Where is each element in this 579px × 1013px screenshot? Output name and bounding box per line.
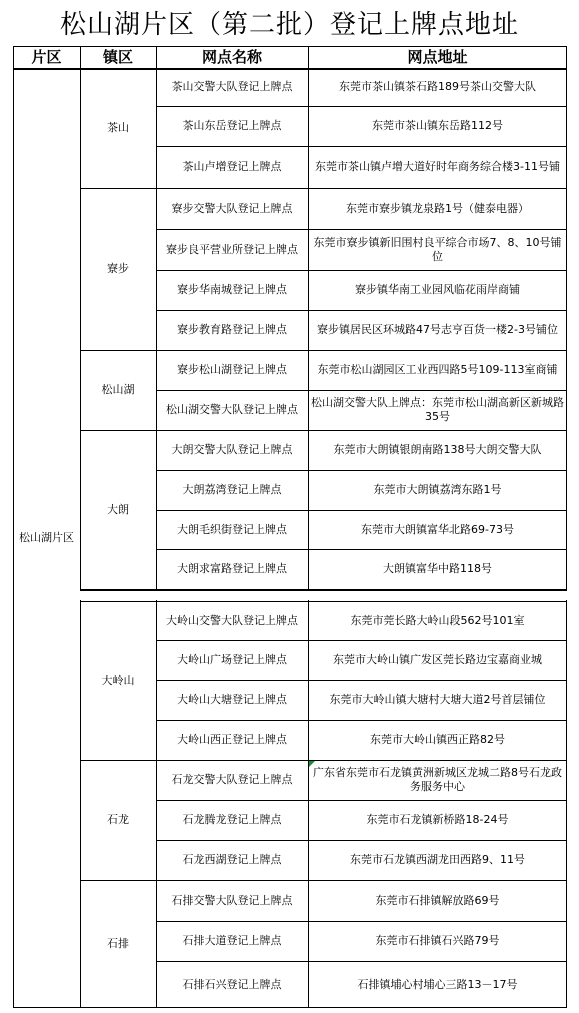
- outlet-name-cell: 石排交警大队登记上牌点: [171, 893, 293, 907]
- outlet-name-cell: 石龙腾龙登记上牌点: [182, 813, 282, 826]
- grid-line: [80, 188, 156, 189]
- grid-line: [156, 961, 567, 962]
- region-cell: 松山湖片区: [19, 531, 74, 544]
- grid-line: [156, 68, 567, 69]
- grid-line: [156, 921, 567, 922]
- grid-line: [156, 840, 567, 841]
- page-title: 松山湖片区（第二批）登记上牌点地址: [59, 10, 519, 40]
- grid-line: [156, 760, 567, 761]
- outlet-name-cell: 大岭山西正登记上牌点: [177, 733, 287, 746]
- outlet-address-cell: 寮步镇居民区环城路47号志亨百货一楼2-3号铺位: [317, 323, 558, 336]
- outlet-address-cell: 大朗镇富华中路118号: [383, 562, 492, 575]
- outlet-name-cell: 大岭山交警大队登记上牌点: [166, 613, 298, 627]
- outlet-address-cell: 东莞市寮步镇新旧围村良平综合市场7、8、10号铺位: [313, 235, 562, 263]
- outlet-address-cell: 东莞市寮步镇龙泉路1号（健泰电器）: [346, 201, 529, 215]
- grid-line: [80, 68, 156, 69]
- outlet-address-cell: 东莞市大朗镇富华北路69-73号: [361, 522, 514, 536]
- outlet-name-cell: 大朗求富路登记上牌点: [177, 562, 287, 575]
- grid-line: [80, 430, 156, 431]
- cell-comment-marker-icon: [309, 761, 315, 767]
- outlet-address-cell: 东莞市石排镇解放路69号: [375, 893, 500, 907]
- header-cell: 镇区: [102, 48, 133, 66]
- grid-line: [80, 880, 156, 881]
- outlet-name-cell: 大岭山大塘登记上牌点: [177, 693, 287, 706]
- outlet-name-cell: 大朗交警大队登记上牌点: [171, 443, 293, 456]
- outlet-name-cell: 大朗荔湾登记上牌点: [182, 483, 282, 496]
- town-cell: 寮步: [107, 262, 129, 275]
- outlet-address-cell: 东莞市大岭山镇大塘村大塘大道2号首层铺位: [329, 693, 546, 706]
- grid-line: [156, 680, 567, 681]
- outlet-address-cell: 东莞市大朗镇银朗南路138号大朗交警大队: [333, 443, 542, 456]
- grid-line: [156, 146, 567, 147]
- grid-line: [80, 760, 156, 761]
- grid-line: [80, 46, 81, 1008]
- grid-line: [156, 310, 567, 311]
- outlet-address-cell: 东莞市松山湖园区工业西四路5号109-113室商铺: [317, 363, 558, 376]
- outlet-name-cell: 石龙西湖登记上牌点: [182, 853, 282, 866]
- outlet-name-cell: 石龙交警大队登记上牌点: [171, 773, 293, 786]
- town-cell: 大朗: [107, 502, 129, 516]
- outlet-address-cell: 东莞市茶山镇东岳路112号: [372, 119, 503, 132]
- grid-line: [156, 430, 567, 431]
- grid-line: [156, 800, 567, 801]
- outlet-name-cell: 寮步华南城登记上牌点: [177, 283, 287, 296]
- outlet-address-cell: 东莞市石排镇石兴路79号: [375, 934, 500, 947]
- outlet-address-cell: 东莞市石龙镇西湖龙田西路9、11号: [350, 853, 525, 866]
- address-table: [13, 46, 567, 1008]
- outlet-name-cell: 寮步教育路登记上牌点: [177, 323, 287, 336]
- outlet-address-cell: 寮步镇华南工业园风临花雨岸商铺: [355, 283, 520, 296]
- town-cell: 大岭山: [101, 673, 135, 687]
- town-cell: 石龙: [107, 813, 129, 826]
- grid-line: [156, 270, 567, 271]
- outlet-name-cell: 茶山卢增登记上牌点: [182, 160, 282, 173]
- outlet-address-cell: 东莞市大岭山镇广发区莞长路边宝嘉商业城: [333, 653, 542, 666]
- town-cell: 茶山: [107, 121, 129, 134]
- grid-line: [156, 720, 567, 721]
- town-cell: 石排: [107, 937, 129, 950]
- outlet-address-cell: 松山湖交警大队上牌点：东莞市松山湖高新区新城路35号: [311, 396, 564, 423]
- outlet-name-cell: 松山湖交警大队登记上牌点: [166, 403, 298, 416]
- grid-line: [13, 46, 14, 1008]
- outlet-name-cell: 寮步交警大队登记上牌点: [171, 201, 293, 215]
- outlet-address-cell: 东莞市石龙镇新桥路18-24号: [366, 813, 509, 826]
- grid-line: [156, 229, 567, 230]
- outlet-name-cell: 寮步良平营业所登记上牌点: [166, 242, 298, 256]
- outlet-name-cell: 大岭山广场登记上牌点: [177, 653, 287, 666]
- outlet-name-cell: 石排大道登记上牌点: [182, 934, 282, 947]
- grid-line: [156, 549, 567, 550]
- grid-line: [156, 46, 157, 1008]
- grid-line: [156, 188, 567, 189]
- outlet-address-cell: 石排镇埔心村埔心三路13－17号: [357, 977, 518, 991]
- outlet-name-cell: 大朗毛织街登记上牌点: [177, 522, 287, 536]
- outlet-address-cell: 广东省东莞市石龙镇黄洲新城区龙城二路8号石龙政务服务中心: [313, 766, 562, 793]
- grid-line: [308, 46, 309, 1008]
- outlet-name-cell: 寮步松山湖登记上牌点: [177, 363, 287, 376]
- grid-line: [80, 601, 567, 602]
- outlet-address-cell: 东莞市大朗镇荔湾东路1号: [373, 483, 502, 496]
- grid-line: [13, 46, 567, 47]
- page-break-gap: [80, 591, 567, 600]
- grid-line: [13, 1007, 567, 1008]
- outlet-address-cell: 东莞市大岭山镇西正路82号: [370, 733, 505, 746]
- outlet-address-cell: 东莞市茶山镇茶石路189号茶山交警大队: [339, 80, 536, 93]
- grid-line: [156, 470, 567, 471]
- grid-line: [156, 510, 567, 511]
- outlet-address-cell: 东莞市莞长路大岭山段562号101室: [350, 613, 525, 627]
- outlet-address-cell: 东莞市茶山镇卢增大道好时年商务综合楼3-11号铺: [315, 160, 560, 173]
- outlet-name-cell: 石排石兴登记上牌点: [182, 977, 282, 991]
- outlet-name-cell: 茶山交警大队登记上牌点: [171, 80, 293, 93]
- grid-line: [156, 640, 567, 641]
- grid-line: [156, 880, 567, 881]
- grid-line: [156, 106, 567, 107]
- grid-line: [566, 46, 567, 1008]
- grid-line: [156, 350, 567, 351]
- header-cell: 网点地址: [407, 48, 468, 66]
- grid-line: [156, 390, 567, 391]
- outlet-name-cell: 茶山东岳登记上牌点: [182, 119, 282, 132]
- town-cell: 松山湖: [101, 383, 135, 396]
- grid-line: [80, 350, 156, 351]
- header-cell: 网点名称: [201, 48, 262, 66]
- header-cell: 片区: [31, 48, 62, 66]
